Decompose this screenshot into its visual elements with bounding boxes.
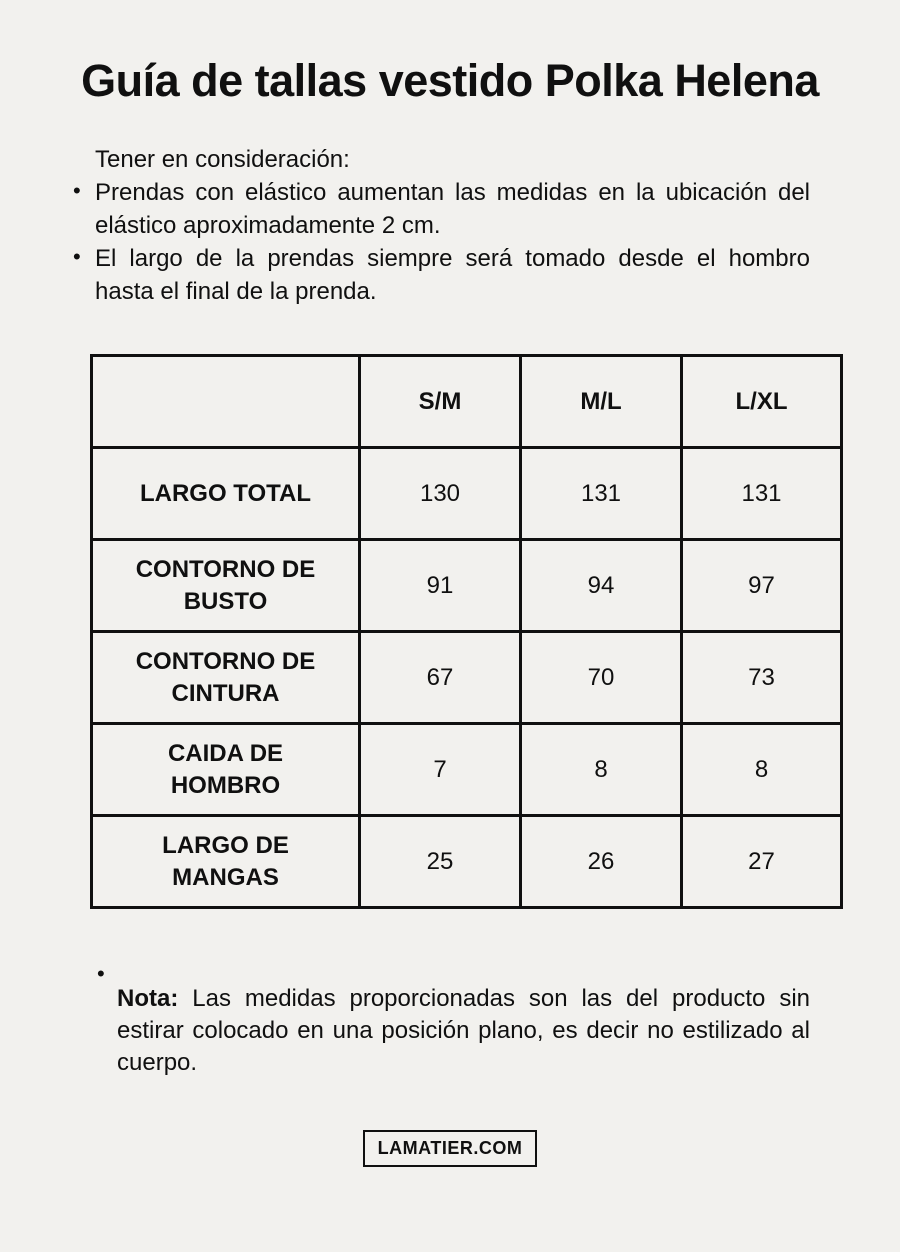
table-cell-value: 130 [360,448,521,540]
bullet-icon: • [73,244,81,270]
table-col-header: L/XL [682,356,842,448]
table-corner-cell [92,356,360,448]
table-cell-value: 27 [682,816,842,908]
note-section [97,959,810,1103]
consideration-text: El largo de la prendas siempre será tomado desde el hombro hasta el final de la prenda. [95,245,810,306]
table-cell-value: 94 [521,540,682,632]
considerations-list [73,176,810,308]
table-row [92,540,842,632]
bullet-icon: • [97,961,105,987]
table-row-label: CONTORNO DE BUSTO [92,540,360,632]
table-header-row [92,356,842,448]
table-cell-value: 26 [521,816,682,908]
table-row [92,724,842,816]
considerations-intro: Tener en consideración: [95,146,350,174]
table-row-label: LARGO DE MANGAS [92,816,360,908]
note-label: Nota: [117,985,179,1013]
consideration-text: Prendas con elástico aumentan las medidas en la ubicación del elástico aproximadamente 2 cm. [95,179,810,240]
table-cell-value: 8 [521,724,682,816]
size-table [90,354,843,909]
table-cell-value: 67 [360,632,521,724]
list-item [73,176,810,242]
table-row-label: CONTORNO DE CINTURA [92,632,360,724]
table-cell-value: 25 [360,816,521,908]
considerations-section [73,143,810,308]
page-title: Guía de tallas vestido Polka Helena [81,55,819,106]
table-cell-value: 91 [360,540,521,632]
table-row-label: CAIDA DE HOMBRO [92,724,360,816]
table-row [92,448,842,540]
site-badge: LAMATIER.COM [363,1130,538,1167]
bullet-icon: • [73,178,81,204]
table-col-header: S/M [360,356,521,448]
table-cell-value: 73 [682,632,842,724]
table-row [92,816,842,908]
size-guide-page [0,52,900,1252]
table-cell-value: 97 [682,540,842,632]
table-cell-value: 7 [360,724,521,816]
table-row-label: LARGO TOTAL [92,448,360,540]
note-body-text: Las medidas proporcionadas son las del producto sin estirar colocado en una posición plano, es decir no estilizado al cuerpo. [117,985,810,1077]
footer [0,1130,900,1167]
table-cell-value: 131 [682,448,842,540]
note-text [117,983,810,1079]
list-item [73,242,810,308]
table-col-header: M/L [521,356,682,448]
table-row [92,632,842,724]
table-cell-value: 8 [682,724,842,816]
table-cell-value: 131 [521,448,682,540]
table-cell-value: 70 [521,632,682,724]
